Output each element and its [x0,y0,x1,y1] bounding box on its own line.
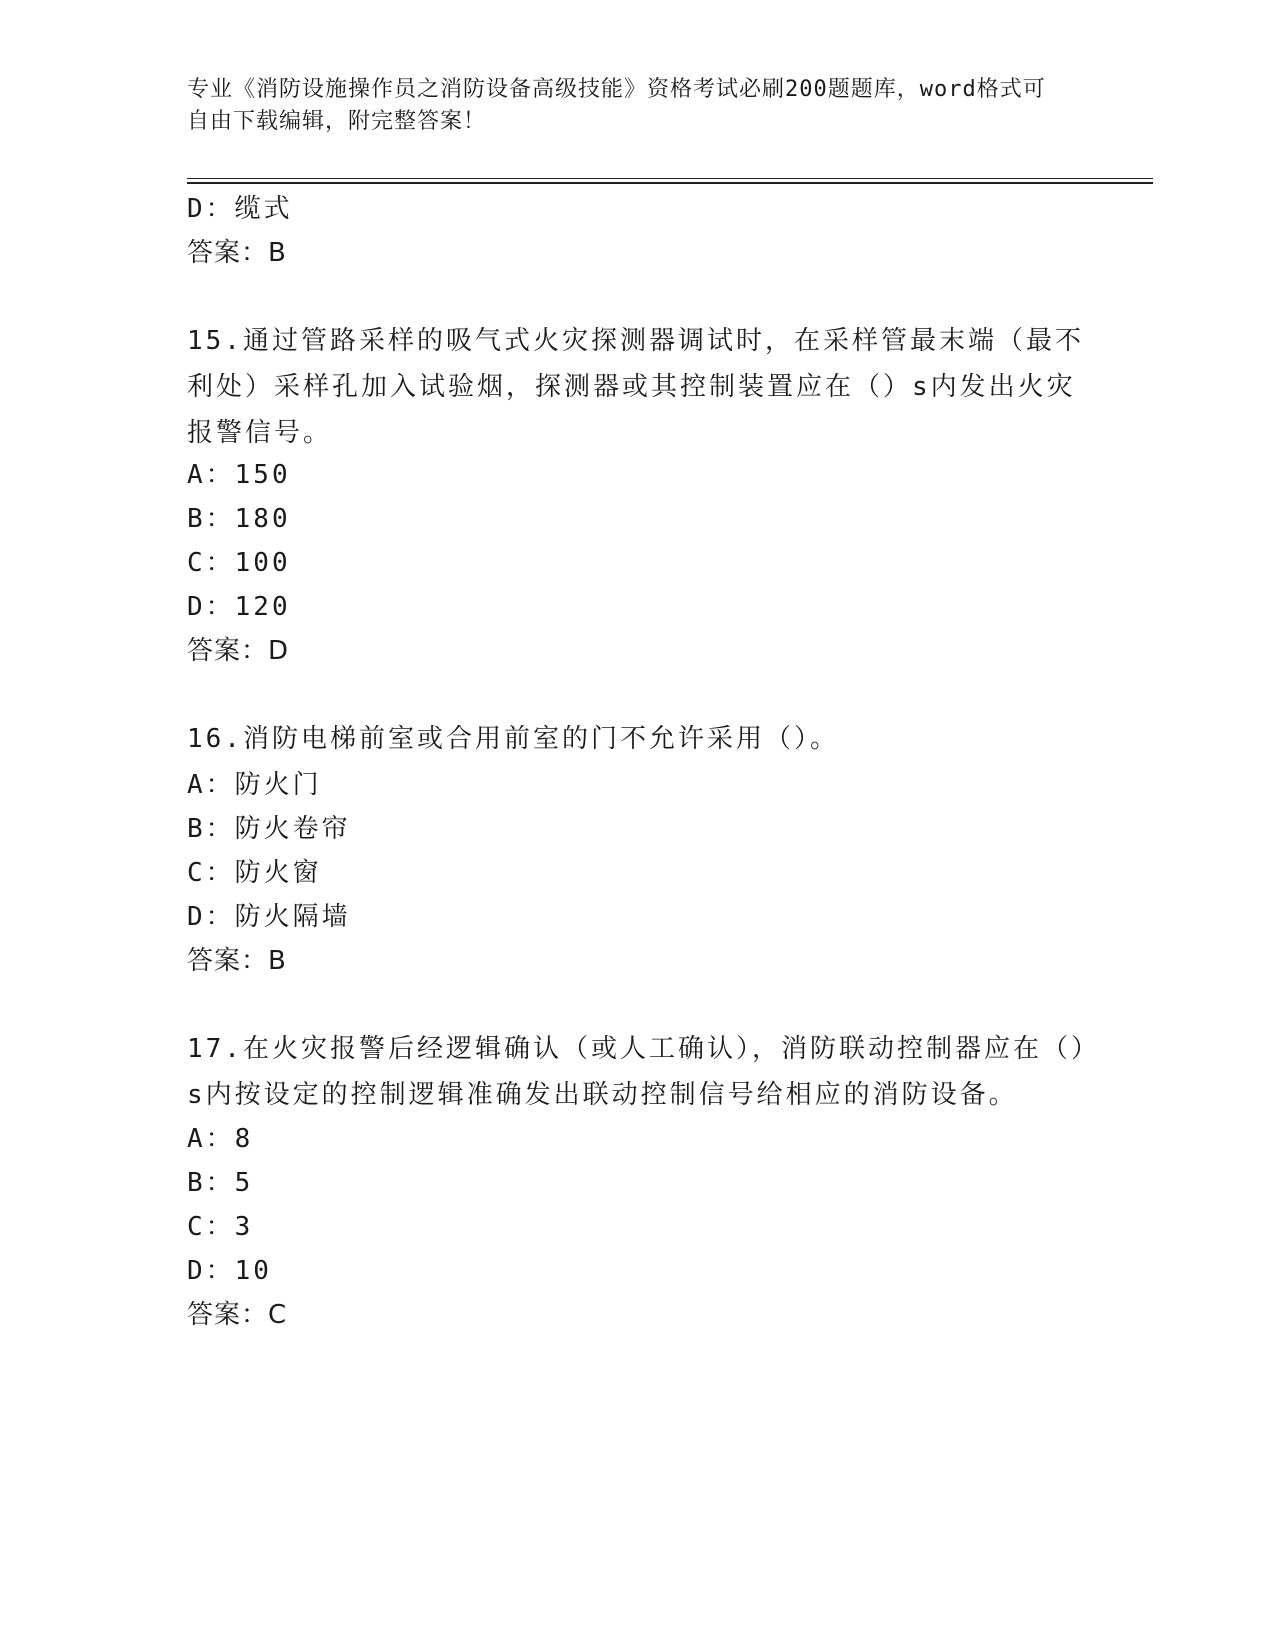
question-15-text: 15.通过管路采样的吸气式火灾探测器调试时，在采样管最末端（最不利处）采样孔加入试验烟，探测器或其控制装置应在（）s内发出火灾报警信号。 [187,326,1084,448]
question-16-text: 16.消防电梯前室或合用前室的门不允许采用（）。 [187,724,839,754]
prev-answer: 答案：B [187,238,287,268]
question-16-answer: 答案：B [187,946,287,976]
question-17-text: 17.在火灾报警后经逻辑确认（或人工确认），消防联动控制器应在（）s内按设定的控制逻辑准确发出联动控制信号给相应的消防设备。 [187,1034,1087,1110]
question-17-option-c: C：3 [187,1212,254,1242]
question-16-option-d: D：防火隔墙 [187,902,351,932]
question-15-answer: 答案：D [187,636,290,666]
question-17-option-d: D：10 [187,1256,272,1286]
divider-line-thin [187,178,1153,179]
prev-option-d: D：缆式 [187,194,293,224]
question-15-option-a: A：150 [187,460,291,490]
question-17-answer: 答案：C [187,1300,288,1330]
question-17-option-a: A：8 [187,1124,254,1154]
divider-line-thick [187,182,1153,184]
question-17-option-b: B：5 [187,1168,254,1198]
header-divider [187,178,1153,184]
question-16-option-b: B：防火卷帘 [187,814,351,844]
question-16-option-c: C：防火窗 [187,858,322,888]
question-15-option-d: D：120 [187,592,291,622]
question-15-option-b: B：180 [187,504,291,534]
question-15-option-c: C：100 [187,548,291,578]
question-16-option-a: A：防火门 [187,770,322,800]
page-header: 专业《消防设施操作员之消防设备高级技能》资格考试必刷200题题库，word格式可自由下载编辑，附完整答案！ [187,77,1046,134]
